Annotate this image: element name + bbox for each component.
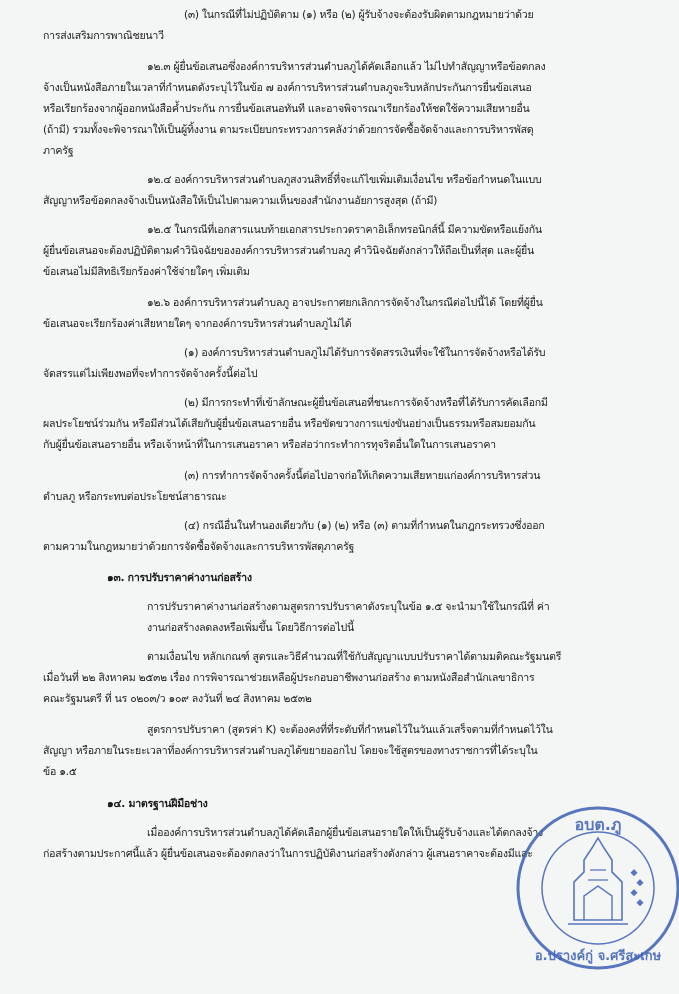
text-line: ก่อสร้างตามประกาศนี้แล้ว ผู้ยื่นข้อเสนอจะต้องตกลงว่าในการปฏิบัติงานก่อสร้างดังกล่าว ผู้เสนอราคาจะต้องมีและ: [43, 848, 533, 860]
text-line: สัญญา หรือภายในระยะเวลาที่องค์การบริหารส่วนตำบลภูได้ขยายออกไป โดยจะใช้สูตรของทางราชการที่ได้ระบุใน: [43, 745, 538, 757]
section-heading: ๑๔. มาตรฐานฝีมือช่าง: [107, 798, 208, 810]
text-line: ข้อเสนอไม่มีสิทธิเรียกร้องค่าใช้จ่ายใดๆ เพิ่มเติม: [43, 266, 250, 278]
text-line: ตามความในกฎหมายว่าด้วยการจัดซื้อจัดจ้างและการบริหารพัสดุภาครัฐ: [43, 541, 355, 553]
text-line: งานก่อสร้างลดลงหรือเพิ่มขึ้น โดยวิธีการต่อไปนี้: [147, 622, 354, 634]
text-line: หรือเรียกร้องจากผู้ออกหนังสือค้ำประกัน การยื่นข้อเสนอทันที และอาจพิจารณาเรียกร้องให้ชดใช้ความเสียหายอื่น: [43, 103, 530, 115]
seal-top-text: อบต.ภู: [574, 815, 622, 834]
text-line: (๑) องค์การบริหารส่วนตำบลภูไม่ได้รับการจัดสรรเงินที่จะใช้ในการจัดจ้างหรือได้รับ: [184, 347, 546, 359]
text-line: คณะรัฐมนตรี ที่ นร ๐๒๐๓/ว ๑๐๙ ลงวันที่ ๒๔ สิงหาคม ๒๕๓๒: [43, 693, 312, 705]
text-line: ๑๒.๖ องค์การบริหารส่วนตำบลภู อาจประกาศยกเลิกการจัดจ้างในกรณีต่อไปนี้ได้ โดยที่ผู้ยื่น: [147, 297, 543, 309]
text-line: ตามเงื่อนไข หลักเกณฑ์ สูตรและวิธีคำนวณที่ใช้กับสัญญาแบบปรับราคาได้ตามมติคณะรัฐมนตรี: [147, 651, 562, 663]
text-line: ๑๒.๕ ในกรณีที่เอกสารแนบท้ายเอกสารประกวดราคาอิเล็กทรอนิกส์นี้ มีความขัดหรือแย้งกัน: [147, 224, 542, 236]
text-line: เมื่อองค์การบริหารส่วนตำบลภูได้คัดเลือกผู้ยื่นข้อเสนอรายใดให้เป็นผู้รับจ้างและได้ตกลงจ้าง: [147, 827, 543, 839]
text-line: การส่งเสริมการพาณิชยนาวี: [43, 30, 164, 42]
text-line: (๒) มีการกระทำที่เข้าลักษณะผู้ยื่นข้อเสนอที่ชนะการจัดจ้างหรือที่ได้รับการคัดเลือกมี: [184, 397, 548, 409]
text-line: ๑๒.๔ องค์การบริหารส่วนตำบลภูสงวนสิทธิ์ที่จะแก้ไขเพิ่มเติมเงื่อนไข หรือข้อกำหนดในแบบ: [147, 174, 542, 186]
section-heading: ๑๓. การปรับราคาค่างานก่อสร้าง: [107, 572, 252, 584]
text-line: การปรับราคาค่างานก่อสร้างตามสูตรการปรับราคาดังระบุในข้อ ๑.๕ จะนำมาใช้ในกรณีที่ ค่า: [147, 601, 550, 613]
text-line: จ้างเป็นหนังสือภายในเวลาที่กำหนดดังระบุไว้ในข้อ ๗ องค์การบริหารส่วนตำบลภูจะริบหลักประกันการยื่นข้อเสนอ: [43, 82, 532, 94]
text-line: ข้อ ๑.๕: [43, 766, 77, 778]
text-line: เมื่อวันที่ ๒๒ สิงหาคม ๒๕๓๒ เรื่อง การพิจารณาช่วยเหลือผู้ประกอบอาชีพงานก่อสร้าง ตามหนังสือสำนักเลขาธิการ: [43, 672, 535, 684]
text-line: ตำบลภู หรือกระทบต่อประโยชน์สาธารณะ: [43, 491, 227, 503]
text-line: (๓) การทำการจัดจ้างครั้งนี้ต่อไปอาจก่อให้เกิดความเสียหายแก่องค์การบริหารส่วน: [184, 470, 541, 482]
text-line: จัดสรรแต่ไม่เพียงพอที่จะทำการจัดจ้างครั้งนี้ต่อไป: [43, 368, 258, 380]
text-line: (๓) ในกรณีที่ไม่ปฏิบัติตาม (๑) หรือ (๒) ผู้รับจ้างจะต้องรับผิดตามกฎหมายว่าด้วย: [184, 9, 534, 21]
text-line: (๔) กรณีอื่นในทำนองเดียวกับ (๑) (๒) หรือ (๓) ตามที่กำหนดในกฎกระทรวงซึ่งออก: [184, 520, 545, 532]
text-line: กับผู้ยื่นข้อเสนอรายอื่น หรือเจ้าหน้าที่ในการเสนอราคา หรือส่อว่ากระทำการทุจริตอื่นใดในการเสนอราคา: [43, 439, 496, 451]
text-line: ผู้ยื่นข้อเสนอจะต้องปฏิบัติตามคำวินิจฉัยขององค์การบริหารส่วนตำบลภู คำวินิจฉัยดังกล่าวให้ถือเป็นที่สุด และผู้ยื่น: [43, 245, 535, 257]
seal-graphic: [512, 800, 679, 990]
official-seal-stamp: [512, 800, 679, 990]
text-line: ๑๒.๓ ผู้ยื่นข้อเสนอซึ่งองค์การบริหารส่วนตำบลภูได้คัดเลือกแล้ว ไม่ไปทำสัญญาหรือข้อตกลง: [147, 61, 546, 73]
text-line: ภาครัฐ: [43, 145, 74, 157]
text-line: สูตรการปรับราคา (สูตรค่า K) จะต้องคงที่ที่ระดับที่กำหนดไว้ในวันแล้วเสร็จตามที่กำหนดไว้ใน: [147, 724, 553, 736]
text-line: (ถ้ามี) รวมทั้งจะพิจารณาให้เป็นผู้ทิ้งงาน ตามระเบียบกระทรวงการคลังว่าด้วยการจัดซื้อจัดจ้างและการบริหารพัสดุ: [43, 124, 534, 136]
seal-bottom-text: อ.ปรางค์กู่ จ.ศรีสะเกษ: [534, 949, 662, 964]
text-line: ผลประโยชน์ร่วมกัน หรือมีส่วนได้เสียกับผู้ยื่นข้อเสนอรายอื่น หรือขัดขวางการแข่งขันอย่างเป็นธรรมหรือสมยอมกัน: [43, 418, 536, 430]
text-line: ข้อเสนอจะเรียกร้องค่าเสียหายใดๆ จากองค์การบริหารส่วนตำบลภูไม่ได้: [43, 318, 352, 330]
text-line: สัญญาหรือข้อตกลงจ้างเป็นหนังสือให้เป็นไปตามความเห็นของสำนักงานอัยการสูงสุด (ถ้ามี): [43, 195, 438, 207]
